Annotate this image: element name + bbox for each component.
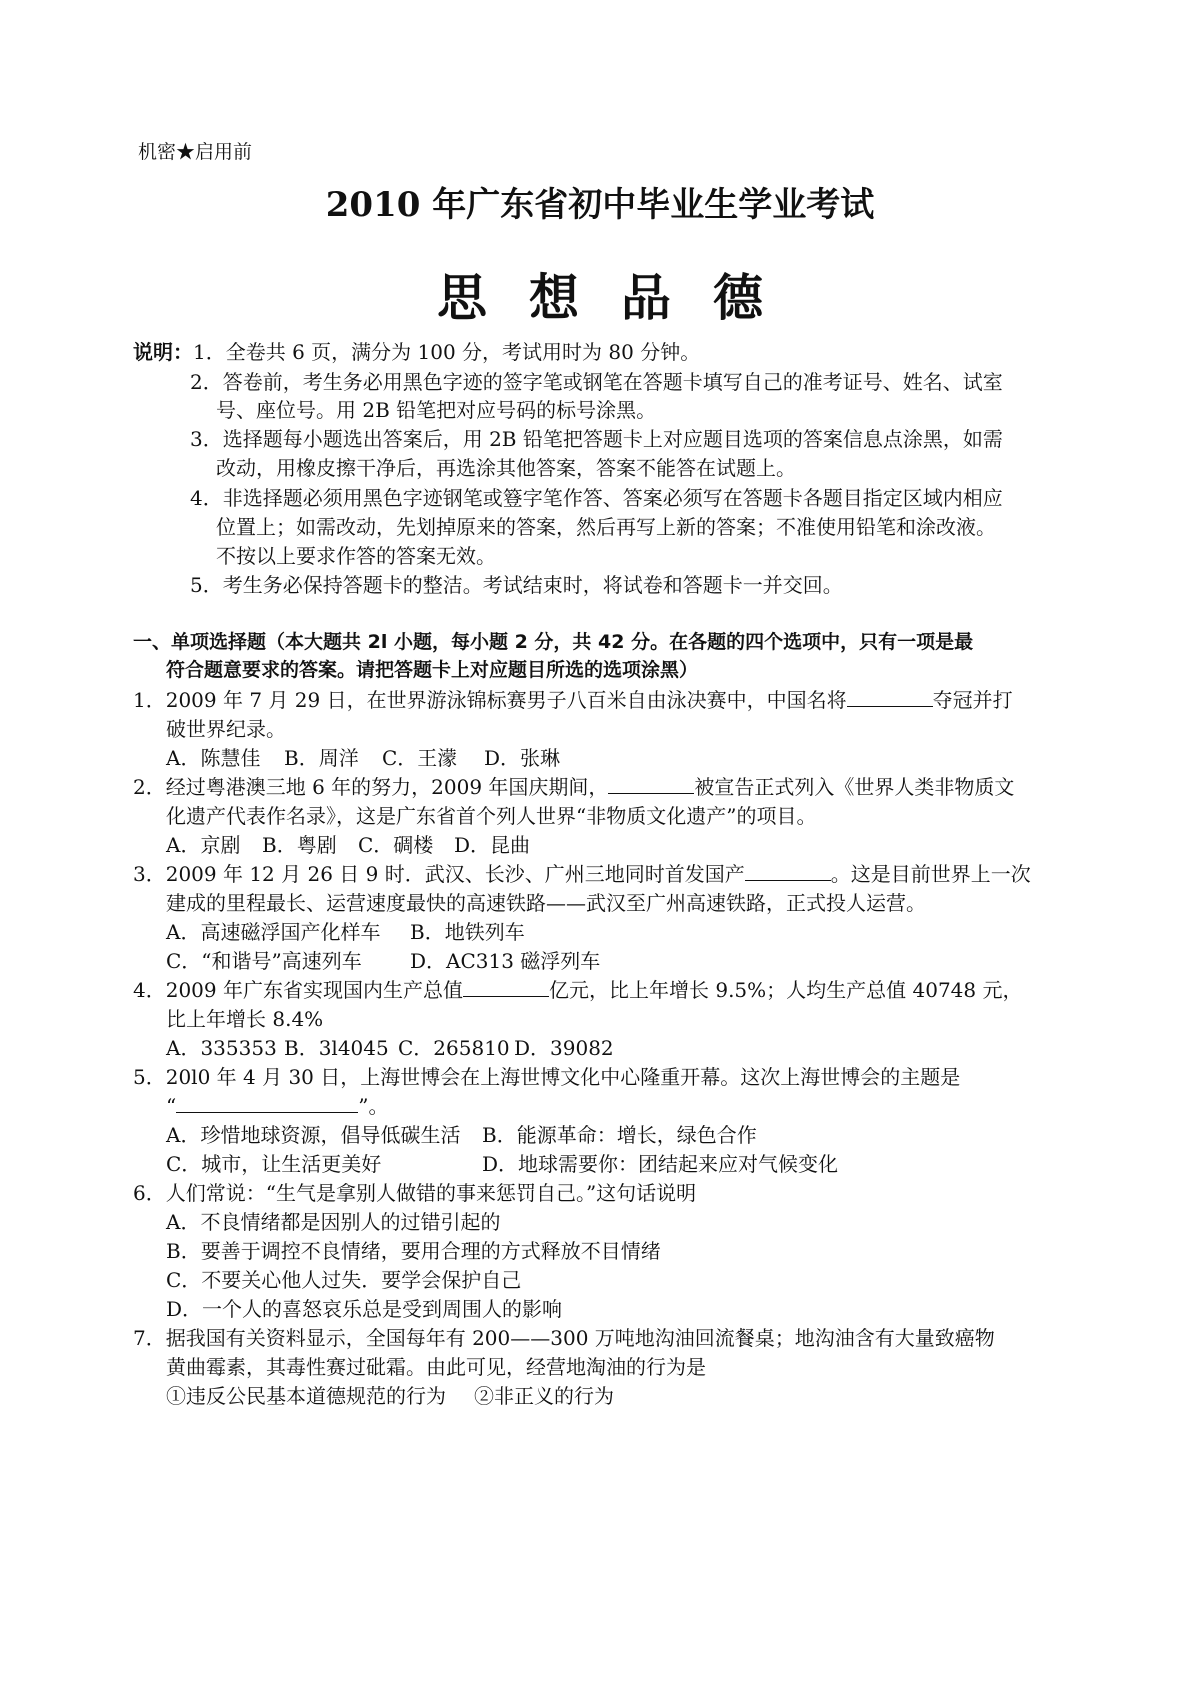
statement-2: ②非正义的行为 — [474, 1384, 614, 1408]
question-2-cont: 化遗产代表作名录》，这是广东省首个列人世界“非物质文化遗产”的项目。 — [166, 804, 817, 828]
question-2-options — [166, 831, 530, 859]
option-a: A．335353 — [166, 1036, 277, 1060]
instruction-item: 3．选择题每小题选出答案后，用 2B 铅笔把答题卡上对应题目选项的答案信息点涂黑，如需 — [190, 427, 1003, 451]
instructions-line-1 — [133, 338, 700, 366]
instruction-item: 不按以上要求作答的答案无效。 — [216, 544, 496, 568]
question-3 — [133, 860, 1031, 888]
instruction-item: 号、座位号。用 2B 铅笔把对应号码的标号涂黑。 — [216, 398, 657, 422]
question-1-options — [166, 744, 560, 772]
option-c: C．不要关心他人过失．要学会保护自己 — [166, 1268, 522, 1292]
question-text: 夺冠并打 — [932, 688, 1013, 712]
question-4-options — [166, 1034, 614, 1062]
option-d: D．张琳 — [484, 746, 561, 770]
option-d: D．昆曲 — [454, 833, 531, 857]
option-b: B．周洋 — [284, 746, 359, 770]
question-4 — [133, 976, 1023, 1004]
statement-1: ①违反公民基本道德规范的行为 — [166, 1384, 446, 1408]
question-text: 2．经过粤港澳三地 6 年的努力，2009 年国庆期间， — [133, 775, 609, 799]
question-7: 7．据我国有关资料显示，全国每年有 200——300 万吨地沟油回流餐桌；地沟油含有大量致癌物 — [133, 1326, 995, 1350]
answer-blank — [463, 976, 549, 997]
question-text: 3．2009 年 12 月 26 日 9 时．武汉、长沙、广州三地同时首发国产 — [133, 862, 745, 886]
instruction-item: 位置上；如需改动，先划掉原来的答案，然后再写上新的答案；不准使用铅笔和涂改液。 — [216, 515, 996, 539]
instruction-item: 1．全卷共 6 页，满分为 100 分，考试用时为 80 分钟。 — [193, 340, 701, 364]
answer-blank — [176, 1092, 358, 1113]
question-5: 5．20l0 年 4 月 30 日，上海世博会在上海世博文化中心隆重开幕。这次上海世博会的主题是 — [133, 1065, 961, 1089]
answer-blank — [608, 773, 694, 794]
question-text: ”。 — [358, 1094, 389, 1118]
option-b: B．粤剧 — [262, 833, 337, 857]
option-d: D．AC313 磁浮列车 — [410, 949, 601, 973]
option-a: A．京剧 — [166, 833, 241, 857]
subject-title: 思想品德 — [437, 268, 805, 327]
section-heading: 一、单项选择题（本大题共 2l 小题，每小题 2 分，共 42 分。在各题的四个选项中，只有一项是最 — [133, 631, 974, 653]
option-a: A．珍惜地球资源，倡导低碳生活 — [166, 1123, 461, 1147]
question-5-options-row2 — [166, 1150, 838, 1178]
option-a: A．陈慧佳 — [166, 746, 261, 770]
question-4-cont: 比上年增长 8.4% — [166, 1007, 324, 1031]
question-5-cont — [166, 1092, 388, 1120]
option-b: B．能源革命：增长，绿色合作 — [482, 1123, 757, 1147]
question-2 — [133, 773, 1014, 801]
instruction-item: 5．考生务必保持答题卡的整洁。考试结束时，将试卷和答题卡一并交回。 — [190, 573, 843, 597]
answer-blank — [745, 860, 831, 881]
option-b: B．要善于调控不良情绪，要用合理的方式释放不目情绪 — [166, 1239, 661, 1263]
question-7-statements — [166, 1382, 614, 1410]
option-c: C．265810 — [398, 1036, 510, 1060]
option-d: D．一个人的喜怒哀乐总是受到周围人的影响 — [166, 1297, 563, 1321]
option-d: D．地球需要你：团结起来应对气候变化 — [482, 1152, 839, 1176]
section-heading-cont: 符合题意要求的答案。请把答题卡上对应题目所选的选项涂黑） — [166, 659, 699, 681]
option-c: C．“和谐号”高速列车 — [166, 949, 362, 973]
option-c: C．碉楼 — [358, 833, 434, 857]
question-1 — [133, 686, 1013, 714]
instructions-label: 说明： — [133, 340, 193, 364]
question-text: 4．2009 年广东省实现国内生产总值 — [133, 978, 463, 1002]
question-text: 被宣告正式列入《世界人类非物质文 — [694, 775, 1015, 799]
instruction-item: 改动，用橡皮擦干净后，再选涂其他答案，答案不能答在试题上。 — [216, 456, 796, 480]
answer-blank — [847, 686, 933, 707]
option-a: A．高速磁浮国产化样车 — [166, 920, 381, 944]
option-c: C．王濛 — [382, 746, 458, 770]
exam-title: 2010 年广东省初中毕业生学业考试 — [325, 185, 875, 225]
option-a: A．不良情绪都是因别人的过错引起的 — [166, 1210, 501, 1234]
question-3-options-row1 — [166, 918, 525, 946]
instruction-item: 2．答卷前，考生务必用黑色字迹的签字笔或钢笔在答题卡填写自己的准考证号、姓名、试室 — [190, 370, 1003, 394]
option-b: B．3l4045 — [284, 1036, 389, 1060]
option-d: D．39082 — [514, 1036, 614, 1060]
confidential-label: 机密★启用前 — [138, 141, 253, 163]
question-text: “ — [166, 1094, 177, 1118]
question-1-cont: 破世界纪录。 — [166, 717, 286, 741]
question-3-options-row2 — [166, 947, 600, 975]
question-text: 亿元，比上年增长 9.5%；人均生产总值 40748 元， — [548, 978, 1023, 1002]
option-b: B．地铁列车 — [410, 920, 525, 944]
option-c: C．城市，让生活更美好 — [166, 1152, 382, 1176]
question-text: 1．2009 年 7 月 29 日，在世界游泳锦标赛男子八百米自由泳决赛中，中国名将 — [133, 688, 847, 712]
question-5-options-row1 — [166, 1121, 757, 1149]
question-text: 。这是目前世界上一次 — [830, 862, 1031, 886]
question-6: 6．人们常说：“生气是拿别人做错的事来惩罚自己。”这句话说明 — [133, 1181, 697, 1205]
question-3-cont: 建成的里程最长、运营速度最快的高速铁路——武汉至广州高速铁路，正式投人运营。 — [166, 891, 926, 915]
question-7-cont: 黄曲霉素，其毒性赛过砒霜。由此可见，经营地淘油的行为是 — [166, 1355, 706, 1379]
instruction-item: 4．非选择题必须用黑色字迹钢笔或簦字笔作答、答案必须写在答题卡各题目指定区域内相应 — [190, 486, 1003, 510]
